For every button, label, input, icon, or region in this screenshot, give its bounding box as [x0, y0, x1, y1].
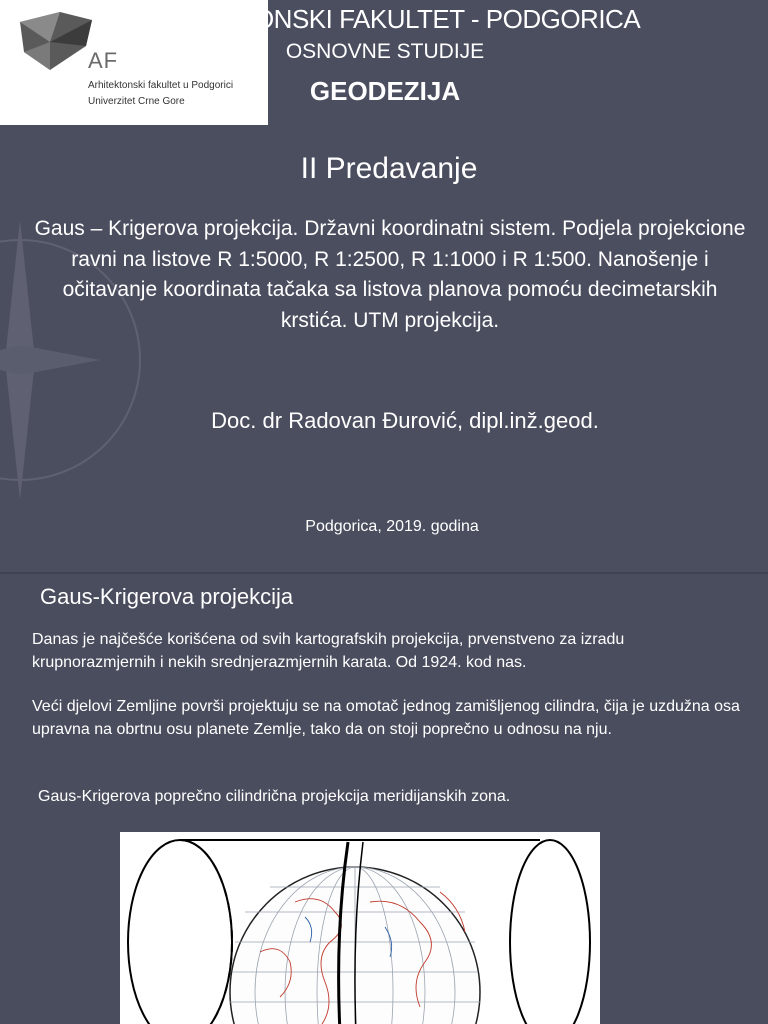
logo-af-text: AF [88, 48, 119, 73]
logo-university-name: Univerzitet Crne Gore [88, 96, 185, 107]
paragraph-cylinder: Veći djelovi Zemljine površi projektuju se na omotač jednog zamišljenog cilindra, čija je uzdužna osa upravna na obrtnu osu planete Zemlje, tako da on stoji poprečno u odnosu na nju. [32, 698, 740, 738]
author-name: Doc. dr Radovan Đurović, dipl.inž.geod. [211, 408, 599, 433]
subject-heading: GEODEZIJA [309, 76, 461, 106]
faculty-heading: ARHITEKTONSKI FAKULTET - PODGORICA [129, 4, 641, 34]
paragraph-usage: Danas je najčešće korišćena od svih kartografskih projekcija, prvenstveno za izradu krupnorazmjernih i nekih srednjerazmjernih karata. Od 1924. kod nas. [32, 631, 625, 671]
projection-figure [120, 832, 600, 1024]
slide-title: Gaus-Krigerova projekcija [40, 584, 294, 609]
globe-cylinder-icon [120, 832, 600, 1024]
place-date: Podgorica, 2019. godina [305, 518, 479, 535]
lecture-title: II Predavanje [300, 152, 478, 185]
logo-faculty-name: Arhitektonski fakultet u Podgorici [88, 80, 234, 91]
paragraph-caption: Gaus-Krigerova poprečno cilindrična projekcija meridijanskih zona. [38, 788, 511, 805]
studies-heading: OSNOVNE STUDIJE [285, 40, 485, 63]
content-slide [0, 574, 768, 1024]
lecture-topics: Gaus – Krigerova projekcija. Državni koordinatni sistem. Podjela projekcione ravni na listove R 1:5000, R 1:2500, R 1:1000 i R 1:500. Nanošenje i očitavanje koordinata tačaka sa listova planova pomoću decimetarskih krstića. UTM projekcija. [34, 217, 746, 332]
